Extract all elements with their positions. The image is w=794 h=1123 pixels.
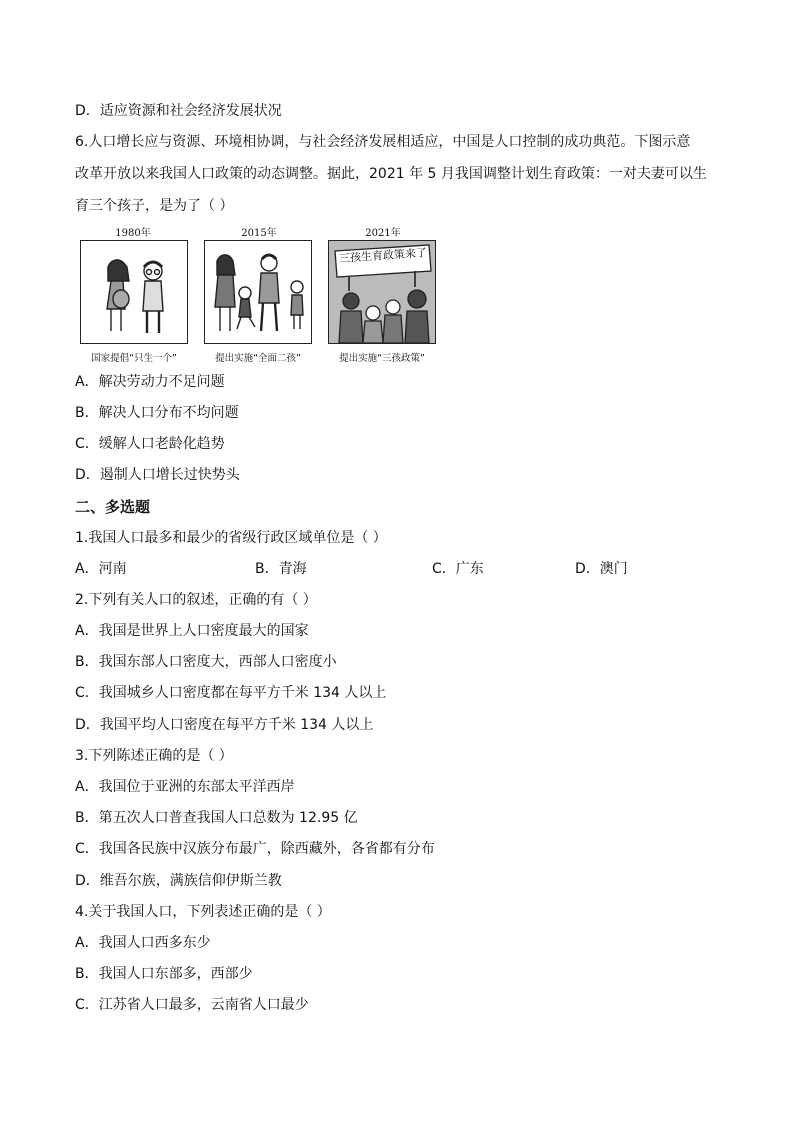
mc-question-2-option-c: C．我国城乡人口密度都在每平方千米 134 人以上: [75, 685, 387, 701]
panel-2021-three-child: [328, 240, 436, 344]
question-6-option-b: B．解决人口分布不均问题: [75, 405, 239, 421]
mc-question-2-option-a: A．我国是世界上人口密度最大的国家: [75, 623, 309, 639]
mc-question-2-option-b: B．我国东部人口密度大，西部人口密度小: [75, 654, 337, 670]
mc-question-3: 3.下列陈述正确的是（ ）: [75, 748, 233, 764]
policy-banner-text: 三孩生育政策来了: [338, 246, 428, 266]
question-6-option-d: D．遏制人口增长过快势头: [75, 467, 240, 483]
question-6-stem-line-3: 育三个孩子，是为了（ ）: [75, 198, 234, 214]
panel-2015-family: [204, 240, 312, 344]
mc-question-4: 4.关于我国人口，下列表述正确的是（ ）: [75, 904, 331, 920]
couple-illustration: [81, 241, 187, 343]
mc-question-3-option-d: D．维吾尔族，满族信仰伊斯兰教: [75, 873, 282, 889]
figure-caption-1980: 国家提倡“只生一个”: [91, 353, 177, 364]
l1: D．适应资源和社会经济发展状况: [75, 103, 282, 119]
question-6-option-a: A．解决劳动力不足问题: [75, 374, 225, 390]
section-multiple-choice-heading: 二、多选题: [75, 498, 151, 516]
question-6-stem-line-2: 改革开放以来我国人口政策的动态调整。据此，2021 年 5 月我国调整计划生育政策：一对夫妻可以生: [75, 166, 707, 182]
panel-1980-couple: [80, 240, 188, 344]
family-illustration: [205, 241, 311, 343]
mc-question-2-option-d: D．我国平均人口密度在每平方千米 134 人以上: [75, 717, 374, 733]
question-6-option-c: C．缓解人口老龄化趋势: [75, 436, 225, 452]
mc-question-3-option-a: A．我国位于亚洲的东部太平洋西岸: [75, 779, 295, 795]
figure-caption-2015: 提出实施“全面二孩”: [215, 353, 301, 364]
mc-question-1: 1.我国人口最多和最少的省级行政区域单位是（ ）: [75, 530, 387, 546]
mc-question-1-option-d: D．澳门: [575, 561, 628, 577]
mc-question-3-option-c: C．我国各民族中汉族分布最广，除西藏外，各省都有分布: [75, 841, 435, 857]
mc-question-1-option-a: A．河南: [75, 561, 127, 577]
mc-question-3-option-b: B．第五次人口普查我国人口总数为 12.95 亿: [75, 810, 358, 826]
figure-caption-2021: 提出实施“三孩政策”: [339, 353, 425, 364]
mc-question-1-option-c: C．广东: [432, 561, 484, 577]
mc-question-4-option-b: B．我国人口东部多，西部少: [75, 966, 253, 982]
figure-year-1980: 1980年: [115, 228, 151, 239]
mc-question-2: 2.下列有关人口的叙述，正确的有（ ）: [75, 592, 317, 608]
mc-question-1-option-b: B．青海: [255, 561, 307, 577]
mc-question-4-option-a: A．我国人口西多东少: [75, 935, 211, 951]
population-policy-figure: [78, 224, 448, 370]
figure-year-2021: 2021年: [365, 228, 401, 239]
mc-question-4-option-c: C．江苏省人口最多，云南省人口最少: [75, 997, 309, 1013]
question-6-stem-line-1: 6.人口增长应与资源、环境相协调，与社会经济发展相适应，中国是人口控制的成功典范。下图示意: [75, 134, 691, 150]
figure-year-2015: 2015年: [241, 228, 277, 239]
